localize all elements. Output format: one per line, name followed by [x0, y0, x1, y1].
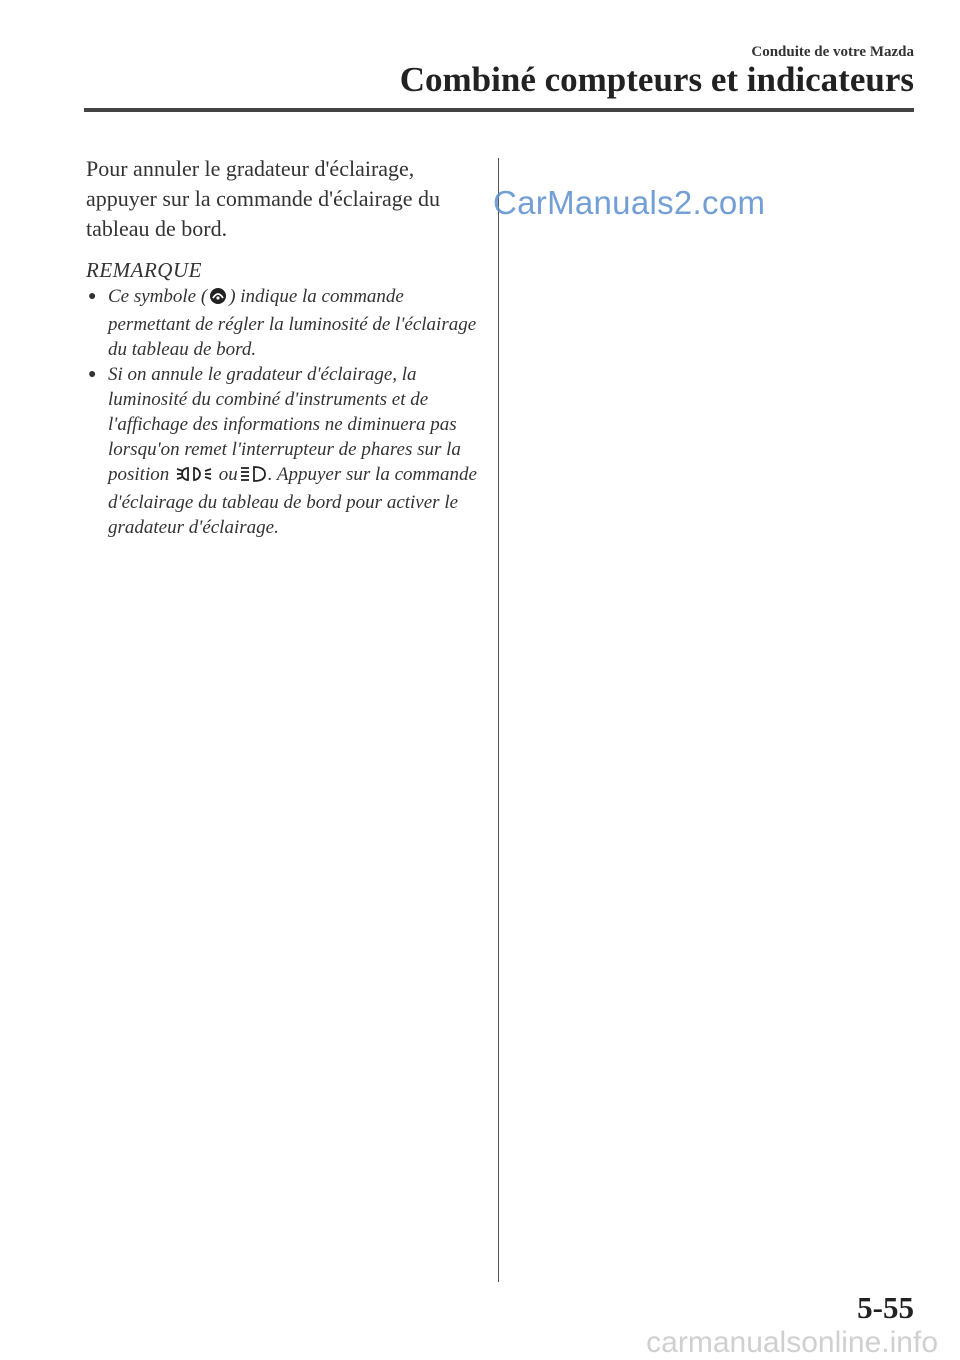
bullet-icon: ● — [88, 289, 97, 304]
footer-watermark: carmanualsonline.info — [646, 1326, 938, 1359]
note-heading: REMARQUE — [86, 258, 202, 282]
section-title: Conduite de votre Mazda — [751, 44, 914, 60]
headlight-icon — [240, 465, 266, 490]
note-text-1a: Ce symbole ( — [108, 286, 208, 307]
header-divider — [84, 108, 914, 112]
note-list — [86, 284, 486, 540]
parking-lights-icon — [176, 465, 212, 490]
note-text-2b: ou — [218, 464, 238, 485]
column-divider — [498, 158, 499, 1282]
list-item — [86, 284, 486, 362]
bullet-icon: ● — [88, 367, 97, 382]
list-item — [86, 362, 486, 540]
note-text-2a: Si on annule le gradateur d'éclairage, la luminosité du combiné d'instruments et de l'affichage des informations ne diminuera pas lorsqu'on remet l'interrupteur de phares sur la position — [108, 364, 461, 485]
intro-paragraph: Pour annuler le gradateur d'éclairage, appuyer sur la commande d'éclairage du tableau de bord. — [86, 156, 440, 241]
illumination-dimmer-icon — [209, 287, 227, 312]
note-text-2c: . Appuyer sur la commande d'éclairage du tableau de bord pour activer le gradateur d'éclairage. — [108, 464, 477, 538]
note-text-1b: ) indique la commande permettant de régler la luminosité de l'éclairage du tableau de bord. — [108, 286, 477, 360]
watermark: CarManuals2.com — [493, 184, 766, 221]
page-title: Combiné compteurs et indicateurs — [399, 60, 914, 99]
page-number: 5-55 — [857, 1290, 914, 1325]
